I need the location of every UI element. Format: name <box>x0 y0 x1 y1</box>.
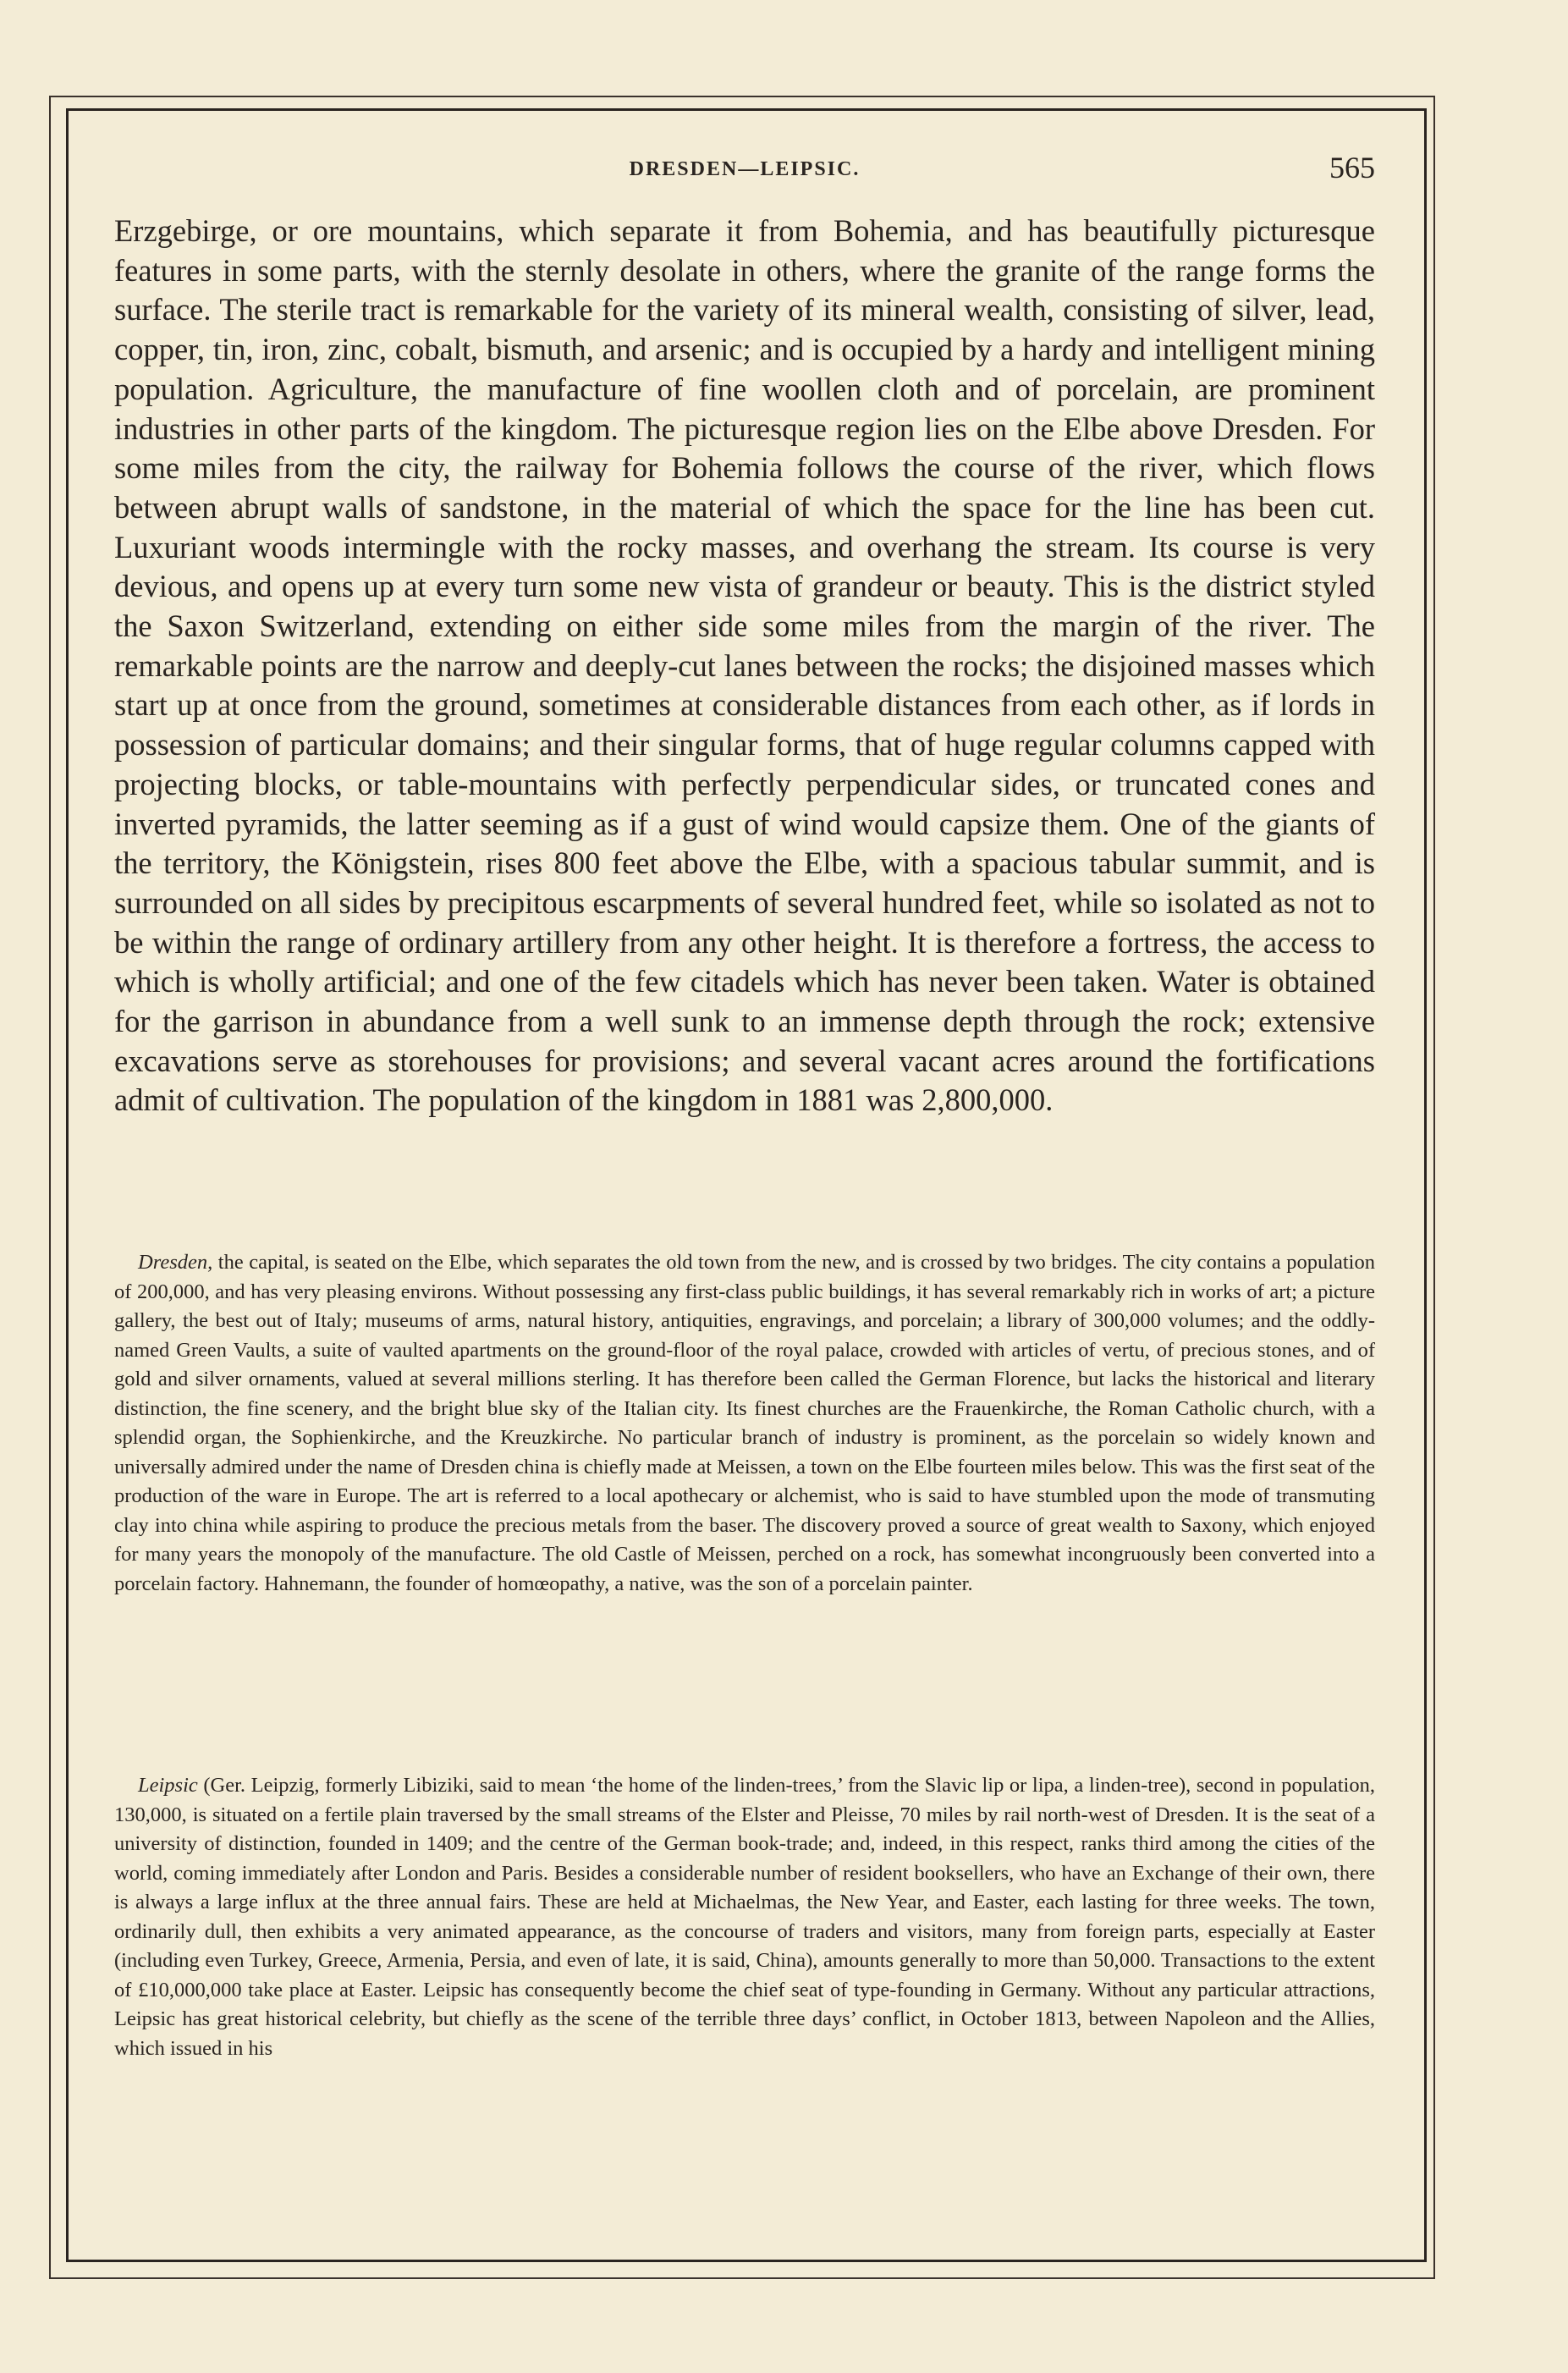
dresden-text: the capital, is seated on the Elbe, which separates the old town from the new, and is crossed by two bridges. The city contains a population of 200,000, and has very pleasing environs. Without possessing any first-class public buildings, it has several remarkably rich in works of art; a picture gallery, the best out of Italy; museums of arms, natural history, antiquities, engravings, and porcelain; a library of 300,000 volumes; and the oddly-named Green Vaults, a suite of vaulted apartments on the ground-floor of the royal palace, crowded with articles of vertu, of precious stones, and of gold and silver ornaments, valued at several millions sterling. It has therefore been called the German Florence, but lacks the historical and literary distinction, the fine scenery, and the bright blue sky of the Italian city. Its finest churches are the Frauenkirche, the Roman Catholic church, with a splendid organ, the Sophienkirche, and the Kreuzkirche. No particular branch of industry is prominent, as the porcelain so widely known and universally admired under the name of Dresden china is chiefly made at Meissen, a town on the Elbe fourteen miles below. This was the first seat of the production of the ware in Europe. The art is referred to a local apothecary or alchemist, who is said to have stumbled upon the mode of transmuting clay into china while aspiring to produce the precious metals from the baser. The discovery proved a source of great wealth to Saxony, which enjoyed for many years the monopoly of the manufacture. The old Castle of Meissen, perched on a rock, has somewhat incongruously been converted into a porcelain factory. Hahnemann, the founder of homœopathy, a native, was the son of a porcelain painter. <box>114 1251 1375 1595</box>
dresden-paragraph <box>114 1248 1375 1599</box>
leipsic-lead: Leipsic <box>138 1774 198 1797</box>
page-header <box>114 151 1375 192</box>
leipsic-paragraph <box>114 1771 1375 2063</box>
running-head: DRESDEN—LEIPSIC. <box>629 158 861 180</box>
page-number: 565 <box>1329 151 1375 184</box>
leipsic-text: (Ger. Leipzig, formerly Libiziki, said to mean ‘the home of the linden-trees,’ from the Slavic lip or lipa, a linden-tree), second in population, 130,000, is situated on a fertile plain traversed by the small streams of the Elster and Pleisse, 70 miles by rail north-west of Dresden. It is the seat of a university of distinction, founded in 1409; and the centre of the German book-trade; and, indeed, in this respect, ranks third among the cities of the world, coming immediately after London and Paris. Besides a considerable number of resident booksellers, who have an Exchange of their own, there is always a large influx at the three annual fairs. These are held at Michaelmas, the New Year, and Easter, each lasting for three weeks. The town, ordinarily dull, then exhibits a very animated appearance, as the concourse of traders and visitors, many from foreign parts, especially at Easter (including even Turkey, Greece, Armenia, Persia, and even of late, it is said, China), amounts generally to more than 50,000. Transactions to the extent of £10,000,000 take place at Easter. Leipsic has consequently become the chief seat of type-founding in Germany. Without any particular attractions, Leipsic has great historical celebrity, but chiefly as the scene of the terrible three days’ conflict, in October 1813, between Napoleon and the Allies, which issued in his <box>114 1774 1375 2060</box>
dresden-lead: Dresden, <box>138 1251 213 1274</box>
main-paragraph: Erzgebirge, or ore mountains, which separate it from Bohemia, and has beautifully picturesque features in some parts, with the sternly desolate in others, where the granite of the range forms the surface. The sterile tract is remarkable for the variety of its mineral wealth, consisting of silver, lead, copper, tin, iron, zinc, cobalt, bismuth, and arsenic; and is occupied by a hardy and intelligent mining population. Agriculture, the manufacture of fine woollen cloth and of porcelain, are prominent industries in other parts of the kingdom. The picturesque region lies on the Elbe above Dresden. For some miles from the city, the railway for Bohemia follows the course of the river, which flows between abrupt walls of sandstone, in the material of which the space for the line has been cut. Luxuriant woods intermingle with the rocky masses, and overhang the stream. Its course is very devious, and opens up at every turn some new vista of grandeur or beauty. This is the district styled the Saxon Switzerland, extending on either side some miles from the margin of the river. The remarkable points are the narrow and deeply-cut lanes between the rocks; the disjoined masses which start up at once from the ground, sometimes at considerable distances from each other, as if lords in possession of particular domains; and their singular forms, that of huge regular columns capped with projecting blocks, or table-mountains with perfectly perpendicular sides, or truncated cones and inverted pyramids, the latter seeming as if a gust of wind would capsize them. One of the giants of the territory, the Königstein, rises 800 feet above the Elbe, with a spacious tabular summit, and is surrounded on all sides by precipitous escarpments of several hundred feet, while so isolated as not to be within the range of ordinary artillery from any other height. It is therefore a fortress, the access to which is wholly artificial; and one of the few citadels which has never been taken. Water is obtained for the garrison in abundance from a well sunk to an immense depth through the rock; extensive excavations serve as storehouses for provisions; and several vacant acres around the fortifications admit of cultivation. The population of the kingdom in 1881 was 2,800,000. <box>114 213 1375 1118</box>
